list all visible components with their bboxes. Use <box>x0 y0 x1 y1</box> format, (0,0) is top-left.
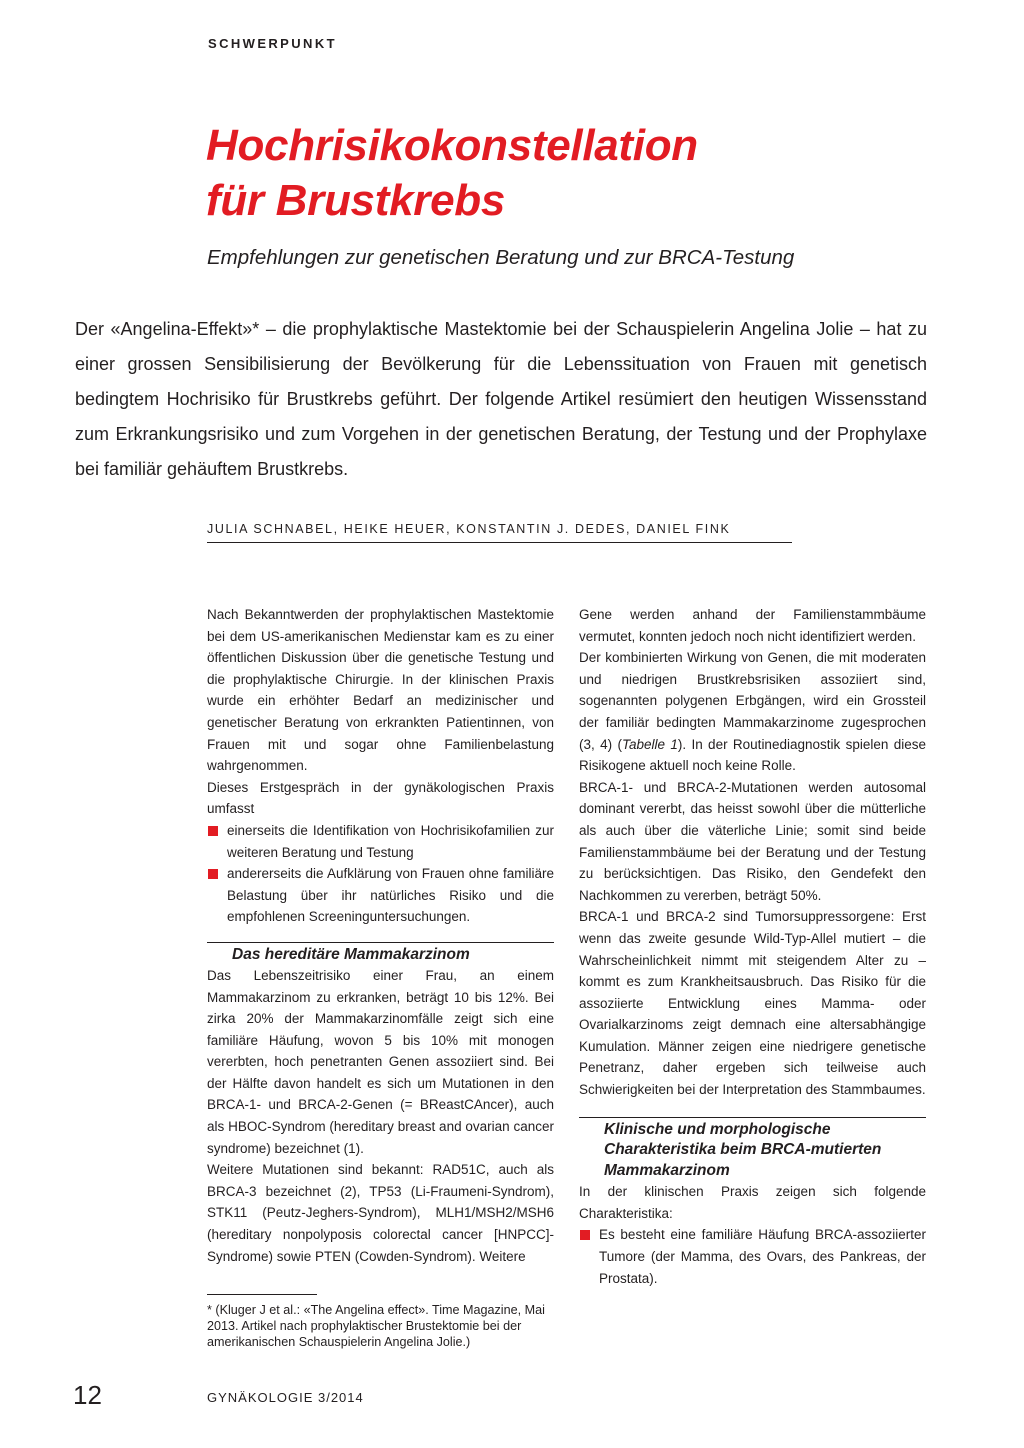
text-run: Der kombinierten Wirkung von Genen, die mit moderaten und niedrigen Brustkrebsrisiken assoziiert sind, sogenannten polygenen Erbgängen, wird ein Grossteil der familiär bedingten Mammakarzinome zugesprochen (3, 4) ( <box>579 650 926 752</box>
paragraph: Weitere Mutationen sind bekannt: RAD51C, auch als BRCA-3 bezeichnet (2), TP53 (Li-Fraumeni-Syndrom), STK11 (Peutz-Jeghers-Syndrom), MLH1/MSH2/MSH6 (hereditary nonpolyposis colorectal cancer [HNPCC]-Syndrome) sowie PTEN (Cowden-Syndrom). Weitere <box>207 1162 554 1264</box>
bullet-square-icon <box>208 869 218 879</box>
list-item <box>579 1224 926 1289</box>
section-heading: Das hereditäre Mammakarzinom <box>207 942 554 965</box>
bullet-square-icon <box>208 826 218 836</box>
footnote-text: * (Kluger J et al.: «The Angelina effect». Time Magazine, Mai 2013. Artikel nach prophylaktischer Brustektomie bei der amerikanischen Schauspielerin Angelina Jolie.) <box>207 1303 545 1349</box>
paragraph: Das Lebenszeitrisiko einer Frau, an einem Mammakarzinom zu erkranken, beträgt 10 bis 12%. Bei zirka 20% der Mammakarzinomfälle zeigt sich eine familiäre Häufung, wovon 5 bis 10% mit monogen vererbten, hoch penetranten Genen assoziiert sind. Bei der Hälfte davon handelt es sich um Mutationen in den BRCA-1- und BRCA-2-Genen (= BReastCAncer), auch als HBOC-Syndrom (hereditary breast and ovarian cancer syndrome) bezeichnet (1). <box>207 967 554 1156</box>
article-subtitle: Empfehlungen zur genetischen Beratung und zur BRCA-Testung <box>207 246 795 269</box>
list-item-text: andererseits die Aufklärung von Frauen ohne familiäre Belastung über ihr natürliches Risiko und die empfohlenen Screeninguntersuchungen. <box>227 866 554 925</box>
paragraph <box>579 647 926 777</box>
paragraph: Gene werden anhand der Familienstammbäume vermutet, konnten jedoch noch nicht identifiziert werden. <box>579 607 926 644</box>
bullet-list <box>579 1224 926 1289</box>
bullet-list <box>207 820 554 928</box>
paragraph: Nach Bekanntwerden der prophylaktischen Mastektomie bei dem US-amerikanischen Medienstar kam es zu einer öffentlichen Diskussion über die genetische Testung und die prophylaktische Chirurgie. In der klinischen Praxis wurde ein erhöhter Bedarf an medizinischer und genetischer Beratung von erkrankten Patientinnen, von Frauen mit und sogar ohne Familienbelastung wahrgenommen. <box>207 607 554 774</box>
journal-name: GYNÄKOLOGIE 3/2014 <box>207 1390 364 1405</box>
paragraph: BRCA-1- und BRCA-2-Mutationen werden autosomal dominant vererbt, das heisst sowohl über die mütterliche als auch über die väterliche Linie; somit sind beide Familienstammbäume bei der Beratung und der Testung zu berücksichtigen. Das Risiko, den Gendefekt den Nachkommen zu vererben, beträgt 50%. <box>579 779 926 903</box>
left-column <box>207 604 554 1267</box>
title-line-1: Hochrisikokonstellation <box>206 121 698 170</box>
paragraph: BRCA-1 und BRCA-2 sind Tumorsuppressorgene: Erst wenn das zweite gesunde Wild-Typ-Allel mutiert – die Wahrscheinlichkeit nimmt mit steigendem Alter zu – kommt es zum Krankheitsausbruch. Das Risiko für die assoziierte Entwicklung eines Mamma- oder Ovarialkarzinoms zeigt demnach eine altersabhängige Kumulation. Männer zeigen eine niedrigere genetische Penetranz, daher ergeben sich teilweise auch Schwierigkeiten bei der Interpretation des Stammbaumes. <box>579 909 926 1098</box>
right-column <box>579 604 926 1289</box>
bullet-square-icon <box>580 1230 590 1240</box>
footnote-rule <box>207 1294 317 1295</box>
section-label: SCHWERPUNKT <box>208 36 337 51</box>
text-run: ). In der Routinediagnostik spielen diese Risikogene aktuell noch keine Rolle. <box>579 736 926 774</box>
article-title <box>206 118 926 228</box>
list-item-text: einerseits die Identifikation von Hochrisikofamilien zur weiteren Beratung und Testung <box>227 822 554 860</box>
author-line: JULIA SCHNABEL, HEIKE HEUER, KONSTANTIN J. DEDES, DANIEL FINK <box>207 522 792 543</box>
footnote <box>207 1302 555 1350</box>
list-item <box>207 863 554 928</box>
table-reference: Tabelle 1 <box>621 736 678 752</box>
list-item <box>207 820 554 863</box>
list-item-text: Es besteht eine familiäre Häufung BRCA-assoziierter Tumore (der Mamma, des Ovars, des Pankreas, der Prostata). <box>599 1227 926 1286</box>
title-line-2: für Brustkrebs <box>206 176 505 225</box>
lead-paragraph: Der «Angelina-Effekt»* – die prophylaktische Mastektomie bei der Schauspielerin Angelina Jolie – hat zu einer grossen Sensibilisierung der Bevölkerung für die Lebenssituation von Frauen mit genetisch bedingtem Hochrisiko für Brustkrebs geführt. Der folgende Artikel resümiert den heutigen Wissensstand zum Erkrankungsrisiko und zum Vorgehen in der genetischen Beratung, der Testung und der Prophylaxe bei familiär gehäuftem Brustkrebs. <box>75 319 927 479</box>
paragraph: In der klinischen Praxis zeigen sich folgende Charakteristika: <box>579 1184 926 1221</box>
section-heading: Klinische und morphologische Charakteristika beim BRCA-mutierten Mammakarzinom <box>579 1117 926 1182</box>
paragraph: Dieses Erstgespräch in der gynäkologischen Praxis umfasst <box>207 779 554 817</box>
page-number: 12 <box>73 1380 102 1410</box>
